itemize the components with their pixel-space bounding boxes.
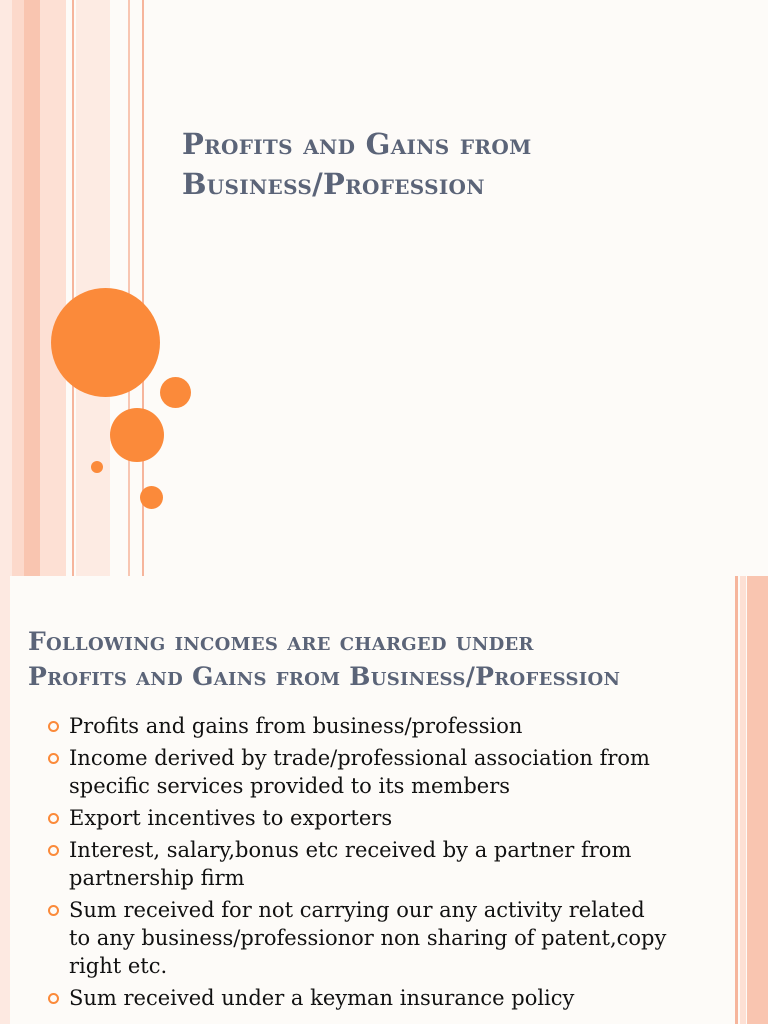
left-stripe-band — [40, 0, 66, 576]
bullet-text: right etc. — [69, 954, 168, 978]
ring-bullet-icon — [48, 905, 59, 916]
bullet-text: to any business/professionor non sharing of patent,copy — [69, 926, 667, 950]
slide-title-line: Profits and Gains from Business/Profession — [28, 662, 621, 691]
ring-bullet-icon — [48, 813, 59, 824]
small-circle — [160, 377, 191, 408]
bullet-item — [46, 896, 726, 980]
bullet-text: Sum received for not carrying our any activity related — [69, 898, 645, 922]
bullet-item — [46, 984, 726, 1012]
bullet-text: Income derived by trade/professional association from — [69, 746, 650, 770]
slide-title-line: Following incomes are charged under — [28, 627, 534, 656]
bullet-text: partnership firm — [69, 866, 245, 890]
bullet-item — [46, 712, 726, 740]
slide-title — [182, 124, 742, 204]
bullet-text: specific services provided to its members — [69, 774, 511, 798]
content-slide — [0, 576, 768, 1024]
medium-circle — [110, 408, 164, 462]
slide-title-line: Business/Profession — [182, 167, 485, 201]
bullet-text: Sum received under a keyman insurance policy — [69, 986, 575, 1010]
bullet-item — [46, 836, 726, 892]
small-circle — [140, 486, 163, 509]
left-stripe-band — [12, 0, 24, 576]
left-stripe-band — [0, 0, 12, 576]
left-stripe-line — [128, 0, 130, 576]
bullet-text: Interest, salary,bonus etc received by a partner from — [69, 838, 632, 862]
left-stripe-band — [24, 0, 40, 576]
bullet-text: Export incentives to exporters — [69, 806, 393, 830]
bullet-item — [46, 804, 726, 832]
ring-bullet-icon — [48, 993, 59, 1004]
right-stripe-band — [747, 576, 768, 1024]
ring-bullet-icon — [48, 721, 59, 732]
bullet-list — [46, 712, 726, 1016]
slide-title-line: Profits and Gains from — [182, 127, 532, 161]
right-stripe-band — [740, 576, 746, 1024]
ring-bullet-icon — [48, 845, 59, 856]
right-stripe-line — [735, 576, 738, 1024]
ring-bullet-icon — [48, 753, 59, 764]
bullet-item — [46, 744, 726, 800]
tiny-circle — [91, 461, 103, 473]
large-circle — [51, 288, 160, 397]
left-edge-band — [0, 576, 10, 1024]
bullet-text: Profits and gains from business/profession — [69, 714, 523, 738]
slide-title — [28, 624, 728, 694]
left-stripe-line — [72, 0, 74, 576]
